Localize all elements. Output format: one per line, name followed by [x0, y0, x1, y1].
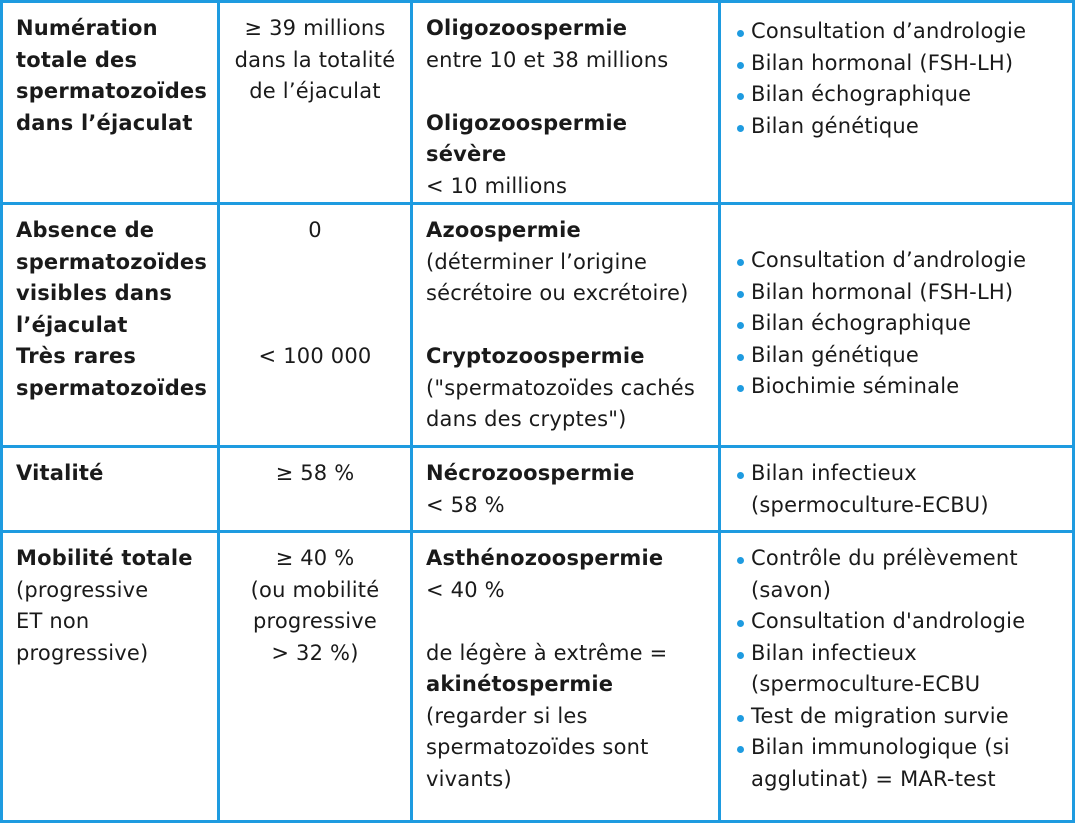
diagnosis-title: Azoospermie — [426, 218, 581, 242]
parameter-label: Mobilité totale — [16, 546, 193, 570]
norm-cell — [219, 204, 412, 447]
list-item: Bilan infectieux (spermoculture-ECBU — [737, 638, 1064, 701]
norm-cell — [219, 447, 412, 532]
norm-value: ≥ 39 millions — [244, 16, 386, 40]
parameter-cell — [2, 204, 219, 447]
diagnosis-text: sécrétoire ou excrétoire) — [426, 281, 689, 305]
diagnosis-text: vivants) — [426, 766, 512, 791]
actions-cell — [720, 532, 1074, 822]
norm-value: ≥ 40 % — [275, 546, 355, 570]
diagnosis-cell — [412, 2, 720, 204]
actions-list — [737, 543, 1064, 795]
parameter-note: ET non — [16, 609, 90, 633]
parameter-label: totale des — [16, 47, 138, 72]
actions-cell — [720, 204, 1074, 447]
table-row — [2, 447, 1074, 532]
norm-value: > 32 %) — [271, 640, 359, 665]
parameter-cell — [2, 2, 219, 204]
table-row — [2, 2, 1074, 204]
diagnosis-text: < 58 % — [426, 492, 505, 517]
norm-value: (ou mobilité — [250, 577, 380, 602]
norm-cell — [219, 532, 412, 822]
list-item: Bilan immunologique (si agglutinat) = MAR-test — [737, 732, 1064, 795]
diagnosis-text: < 10 millions — [426, 173, 568, 198]
diagnosis-text: ("spermatozoïdes cachés — [426, 375, 696, 400]
parameter-cell — [2, 447, 219, 532]
actions-cell — [720, 2, 1074, 204]
norm-value: ≥ 58 % — [275, 461, 355, 485]
diagnosis-cell — [412, 447, 720, 532]
parameter-label: visibles dans — [16, 281, 173, 305]
parameter-note: progressive) — [16, 640, 149, 665]
norm-value: dans la totalité — [234, 47, 396, 72]
list-item: Bilan hormonal (FSH-LH) — [737, 48, 1064, 80]
norm-cell — [219, 2, 412, 204]
table-row — [2, 204, 1074, 447]
parameter-label: Absence de — [16, 218, 155, 242]
norm-value: < 100 000 — [258, 344, 372, 368]
diagnosis-text: (regarder si les — [426, 703, 588, 728]
actions-list — [737, 245, 1064, 403]
diagnosis-cell — [412, 532, 720, 822]
actions-list — [737, 458, 1064, 521]
diagnosis-title: Oligozoospermie sévère — [426, 110, 628, 166]
list-item: Bilan échographique — [737, 79, 1064, 111]
list-item: Consultation d’andrologie — [737, 245, 1064, 277]
list-item: Bilan hormonal (FSH-LH) — [737, 277, 1064, 309]
list-item: Consultation d’andrologie — [737, 16, 1064, 48]
parameter-label: Très rares — [16, 344, 137, 368]
parameter-label: dans l’éjaculat — [16, 110, 193, 135]
parameter-label: l’éjaculat — [16, 312, 128, 337]
actions-list — [737, 16, 1064, 142]
list-item: Biochimie séminale — [737, 371, 1064, 403]
diagnosis-text: dans des cryptes") — [426, 407, 627, 431]
diagnosis-text: spermatozoïdes sont — [426, 735, 649, 759]
list-item: Bilan échographique — [737, 308, 1064, 340]
parameter-label: spermatozoïdes — [16, 249, 208, 274]
parameter-cell — [2, 532, 219, 822]
diagnosis-cell — [412, 204, 720, 447]
table-row — [2, 532, 1074, 822]
parameter-label: Numération — [16, 16, 158, 40]
list-item: Bilan génétique — [737, 340, 1064, 372]
parameter-label: Vitalité — [16, 461, 104, 485]
diagnosis-text: < 40 % — [426, 577, 505, 602]
list-item: Bilan infectieux (spermoculture-ECBU) — [737, 458, 1064, 521]
diagnosis-title: Cryptozoospermie — [426, 344, 645, 368]
parameter-note: (progressive — [16, 577, 149, 602]
parameter-label: spermatozoïdes — [16, 375, 208, 400]
norm-value: 0 — [308, 218, 322, 242]
diagnosis-text: de légère à extrême = — [426, 640, 668, 665]
diagnosis-title: Asthénozoospermie — [426, 546, 664, 570]
diagnosis-title: akinétospermie — [426, 672, 614, 696]
diagnosis-title: Oligozoospermie — [426, 16, 628, 40]
list-item: Consultation d'andrologie — [737, 606, 1064, 638]
diagnosis-text: (déterminer l’origine — [426, 249, 648, 274]
list-item: Test de migration survie — [737, 701, 1064, 733]
list-item: Bilan génétique — [737, 111, 1064, 143]
actions-cell — [720, 447, 1074, 532]
diagnosis-title: Nécrozoospermie — [426, 461, 635, 485]
norm-value: progressive — [252, 609, 378, 633]
diagnosis-text: entre 10 et 38 millions — [426, 47, 669, 72]
list-item: Contrôle du prélèvement (savon) — [737, 543, 1064, 606]
parameter-label: spermatozoïdes — [16, 79, 208, 103]
norm-value: de l’éjaculat — [249, 79, 381, 103]
